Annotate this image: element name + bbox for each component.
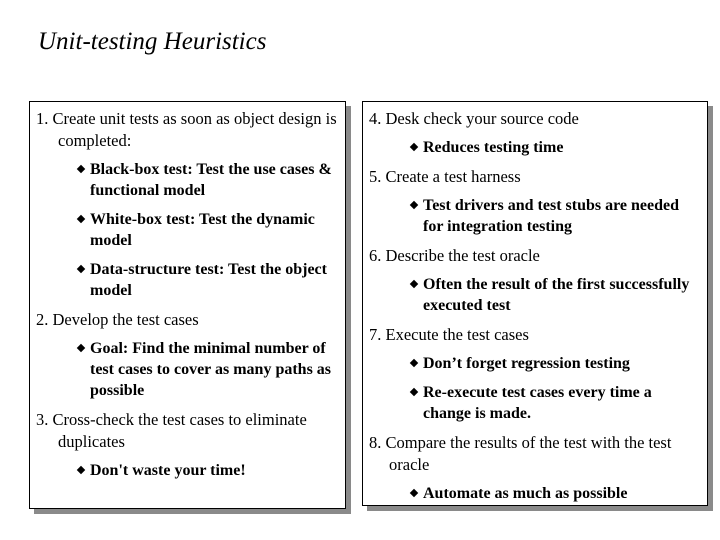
bullet-item <box>369 137 699 158</box>
bullet-text: Test drivers and test stubs are needed for integration testing <box>423 197 680 235</box>
bullet-item <box>369 274 699 316</box>
step-2 <box>36 309 337 401</box>
diamond-bullet-icon <box>77 265 85 273</box>
step-6 <box>369 245 699 316</box>
step-8-text: 8. Compare the results of the test with the test oracle <box>369 433 672 474</box>
step-5-text: 5. Create a test harness <box>369 167 521 186</box>
left-step-list <box>36 108 337 481</box>
diamond-bullet-icon <box>77 215 85 223</box>
bullet-text: White-box test: Test the dynamic model <box>90 211 315 249</box>
step-6-text: 6. Describe the test oracle <box>369 246 540 265</box>
step-7-text: 7. Execute the test cases <box>369 325 529 344</box>
bullet-item <box>36 259 337 301</box>
bullet-text: Re-execute test cases every time a change is made. <box>423 384 652 422</box>
bullet-text: Don’t forget regression testing <box>423 355 630 372</box>
bullet-text: Data-structure test: Test the object model <box>90 261 327 299</box>
diamond-bullet-icon <box>77 344 85 352</box>
bullet-text: Often the result of the first successfully executed test <box>423 276 690 314</box>
bullet-item <box>36 338 337 401</box>
step-8-bullets <box>369 483 699 504</box>
bullet-item <box>369 382 699 424</box>
step-1 <box>36 108 337 301</box>
diamond-bullet-icon <box>77 165 85 173</box>
step-7-bullets <box>369 353 699 424</box>
step-5-bullets <box>369 195 699 237</box>
bullet-text: Goal: Find the minimal number of test cases to cover as many paths as possible <box>90 340 332 399</box>
diamond-bullet-icon <box>77 466 85 474</box>
step-2-text: 2. Develop the test cases <box>36 310 199 329</box>
bullet-text: Automate as much as possible <box>423 485 628 502</box>
step-4-text: 4. Desk check your source code <box>369 109 579 128</box>
step-5 <box>369 166 699 237</box>
step-4-bullets <box>369 137 699 158</box>
step-1-text: 1. Create unit tests as soon as object design is completed: <box>36 109 337 150</box>
step-6-bullets <box>369 274 699 316</box>
step-7 <box>369 324 699 424</box>
diamond-bullet-icon <box>410 280 418 288</box>
bullet-text: Black-box test: Test the use cases & functional model <box>90 161 332 199</box>
diamond-bullet-icon <box>410 388 418 396</box>
step-3 <box>36 409 337 481</box>
bullet-item <box>369 483 699 504</box>
step-4 <box>369 108 699 158</box>
left-panel <box>29 101 346 509</box>
step-3-bullets <box>36 460 337 481</box>
step-2-bullets <box>36 338 337 401</box>
right-step-list <box>369 108 699 504</box>
diamond-bullet-icon <box>410 143 418 151</box>
bullet-item <box>369 195 699 237</box>
bullet-item <box>36 159 337 201</box>
diamond-bullet-icon <box>410 489 418 497</box>
bullet-item <box>36 209 337 251</box>
bullet-text: Reduces testing time <box>423 139 564 156</box>
bullet-item <box>36 460 337 481</box>
step-1-bullets <box>36 159 337 301</box>
slide-title: Unit-testing Heuristics <box>38 28 267 55</box>
diamond-bullet-icon <box>410 359 418 367</box>
bullet-item <box>369 353 699 374</box>
step-3-text: 3. Cross-check the test cases to eliminate duplicates <box>36 410 307 451</box>
bullet-text: Don't waste your time! <box>90 462 246 479</box>
step-8 <box>369 432 699 504</box>
right-panel <box>362 101 708 506</box>
diamond-bullet-icon <box>410 201 418 209</box>
